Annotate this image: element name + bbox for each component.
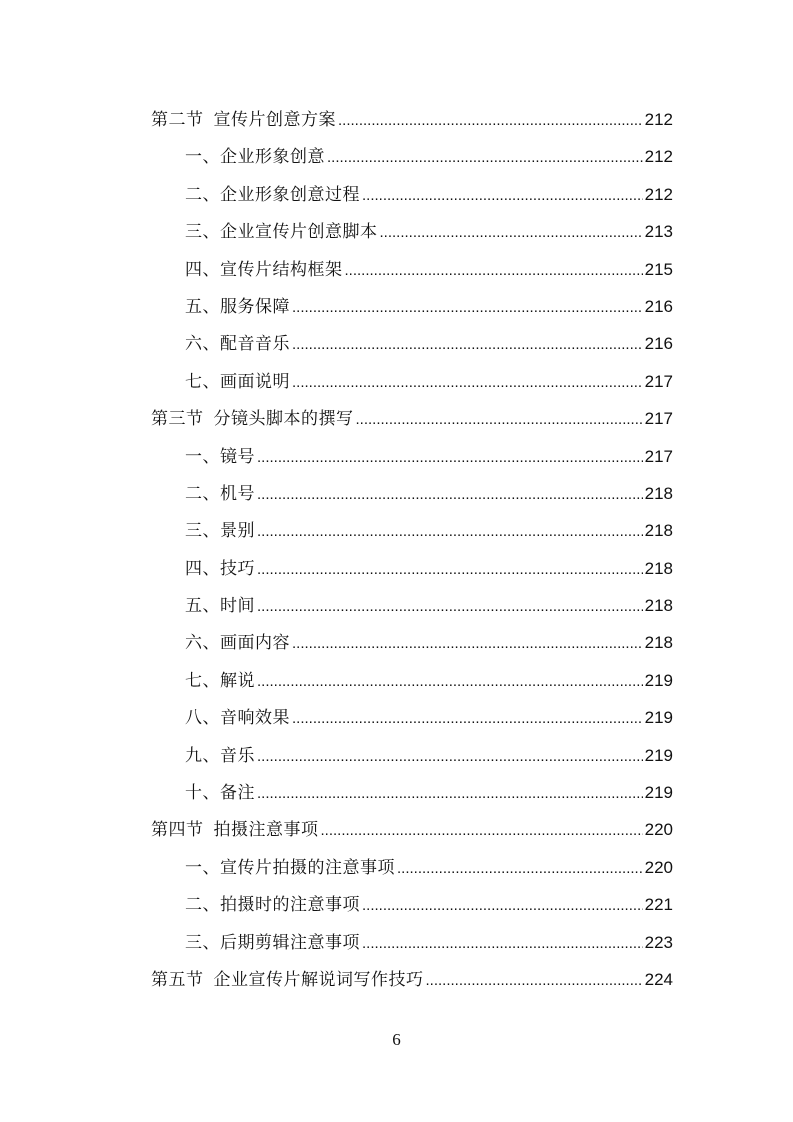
toc-subsection-entry[interactable] <box>151 550 673 587</box>
toc-entry-title <box>185 326 290 363</box>
toc-subsection-entry[interactable] <box>151 924 673 961</box>
toc-entry-page: 223 <box>644 932 673 952</box>
toc-dot-leader <box>362 177 643 214</box>
toc-entry-title <box>185 364 290 401</box>
toc-entry-page: 224 <box>644 969 673 989</box>
toc-entry-text: 拍摄时的注意事项 <box>220 895 360 916</box>
toc-entry-page: 218 <box>644 596 673 616</box>
toc-entry-text: 配音音乐 <box>220 334 290 355</box>
toc-entry-number: 一、 <box>185 446 220 467</box>
toc-subsection-entry[interactable] <box>151 587 673 624</box>
toc-entry-title <box>151 962 424 999</box>
toc-dot-leader <box>292 326 643 363</box>
toc-subsection-entry[interactable] <box>151 662 673 699</box>
toc-subsection-entry[interactable] <box>151 138 673 175</box>
toc-dot-leader <box>356 401 643 438</box>
toc-entry-title <box>185 850 395 887</box>
toc-entry-text: 音响效果 <box>220 708 290 729</box>
toc-entry-title <box>185 289 290 326</box>
toc-section-entry[interactable] <box>151 101 673 138</box>
toc-entry-title <box>185 887 360 924</box>
toc-subsection-entry[interactable] <box>151 886 673 923</box>
toc-dot-leader <box>257 551 643 588</box>
toc-dot-leader <box>345 252 643 289</box>
toc-dot-leader <box>292 364 643 401</box>
toc-subsection-entry[interactable] <box>151 624 673 661</box>
toc-subsection-entry[interactable] <box>151 475 673 512</box>
toc-entry-title <box>151 401 354 438</box>
toc-entry-number: 第三节 <box>151 409 204 430</box>
toc-entry-page: 221 <box>644 895 673 915</box>
toc-dot-leader <box>327 139 643 176</box>
toc-dot-leader <box>292 625 643 662</box>
toc-entry-page: 213 <box>644 222 673 242</box>
toc-entry-page: 220 <box>644 820 673 840</box>
toc-subsection-entry[interactable] <box>151 699 673 736</box>
toc-entry-number: 三、 <box>185 932 220 953</box>
toc-dot-leader <box>426 962 643 999</box>
toc-entry-text: 宣传片创意方案 <box>213 110 336 130</box>
toc-subsection-entry[interactable] <box>151 774 673 811</box>
toc-entry-number: 六、 <box>185 633 220 654</box>
toc-entry-title <box>185 663 255 700</box>
toc-entry-page: 219 <box>644 670 673 690</box>
toc-dot-leader <box>257 775 643 812</box>
toc-entry-page: 218 <box>644 633 673 653</box>
toc-entry-text: 画面说明 <box>220 371 290 392</box>
toc-dot-leader <box>257 738 643 775</box>
toc-entry-page: 215 <box>644 259 673 279</box>
toc-entry-page: 212 <box>644 184 673 204</box>
toc-entry-title <box>185 252 343 289</box>
toc-entry-number: 一、 <box>185 147 220 168</box>
toc-entry-number: 第二节 <box>151 110 204 130</box>
toc-entry-number: 四、 <box>185 558 220 579</box>
toc-entry-number: 八、 <box>185 708 220 729</box>
toc-entry-number: 七、 <box>185 371 220 392</box>
toc-subsection-entry[interactable] <box>151 438 673 475</box>
toc-entry-number: 第五节 <box>151 969 204 990</box>
page-number: 6 <box>392 1030 401 1049</box>
toc-entry-text: 拍摄注意事项 <box>213 820 319 841</box>
toc-entry-text: 企业宣传片解说词写作技巧 <box>213 969 424 990</box>
toc-entry-title <box>185 214 378 251</box>
toc-entry-text: 镜号 <box>220 446 255 467</box>
toc-entry-text: 宣传片结构框架 <box>220 259 343 280</box>
toc-entry-number: 第四节 <box>151 820 204 841</box>
toc-entry-text: 音乐 <box>220 745 255 766</box>
toc-entry-text: 景别 <box>220 521 255 542</box>
toc-entry-number: 三、 <box>185 222 220 243</box>
toc-entry-text: 机号 <box>220 483 255 504</box>
toc-subsection-entry[interactable] <box>151 849 673 886</box>
toc-dot-leader <box>257 513 643 550</box>
toc-entry-title <box>185 177 360 214</box>
toc-entry-page: 219 <box>644 708 673 728</box>
toc-entry-text: 画面内容 <box>220 633 290 654</box>
toc-entry-page: 217 <box>644 446 673 466</box>
toc-entry-text: 宣传片拍摄的注意事项 <box>220 857 395 878</box>
toc-entry-title <box>185 139 325 176</box>
toc-entry-page: 217 <box>644 409 673 429</box>
toc-entry-page: 217 <box>644 371 673 391</box>
toc-subsection-entry[interactable] <box>151 213 673 250</box>
toc-dot-leader <box>292 289 643 326</box>
toc-subsection-entry[interactable] <box>151 288 673 325</box>
toc-entry-text: 后期剪辑注意事项 <box>220 932 360 953</box>
toc-entry-number: 二、 <box>185 184 220 205</box>
toc-entry-text: 企业形象创意 <box>220 147 325 168</box>
toc-subsection-entry[interactable] <box>151 363 673 400</box>
toc-section-entry[interactable] <box>151 961 673 998</box>
toc-dot-leader <box>338 102 643 139</box>
toc-entry-title <box>185 700 290 737</box>
toc-dot-leader <box>397 850 643 887</box>
toc-entry-text: 分镜头脚本的撰写 <box>213 409 354 430</box>
toc-entry-title <box>185 588 255 625</box>
toc-entry-number: 十、 <box>185 783 220 804</box>
toc-entry-number: 六、 <box>185 334 220 355</box>
toc-entry-number: 一、 <box>185 857 220 878</box>
toc-dot-leader <box>292 700 643 737</box>
toc-dot-leader <box>362 887 643 924</box>
toc-entry-text: 企业形象创意过程 <box>220 184 360 205</box>
toc-section-entry[interactable] <box>151 400 673 437</box>
toc-entry-page: 212 <box>644 110 673 129</box>
toc-entry-page: 212 <box>644 147 673 167</box>
toc-entry-title <box>185 625 290 662</box>
toc-dot-leader <box>257 588 643 625</box>
toc-entry-number: 四、 <box>185 259 220 280</box>
toc-entry-page: 219 <box>644 783 673 803</box>
toc-subsection-entry[interactable] <box>151 737 673 774</box>
toc-entry-number: 二、 <box>185 895 220 916</box>
toc-entry-page: 220 <box>644 857 673 877</box>
toc-entry-text: 服务保障 <box>220 296 290 317</box>
toc-subsection-entry[interactable] <box>151 325 673 362</box>
toc-dot-leader <box>321 812 643 849</box>
toc-entry-title <box>185 738 255 775</box>
toc-entry-text: 技巧 <box>220 558 255 579</box>
table-of-contents <box>151 101 673 998</box>
toc-entry-title <box>185 439 255 476</box>
toc-subsection-entry[interactable] <box>151 176 673 213</box>
toc-entry-number: 七、 <box>185 670 220 691</box>
toc-entry-page: 219 <box>644 745 673 765</box>
toc-dot-leader <box>380 214 643 251</box>
toc-entry-number: 五、 <box>185 596 220 617</box>
toc-entry-title <box>185 775 255 812</box>
toc-section-entry[interactable] <box>151 811 673 848</box>
toc-subsection-entry[interactable] <box>151 512 673 549</box>
toc-dot-leader <box>257 476 643 513</box>
toc-entry-number: 九、 <box>185 745 220 766</box>
toc-entry-page: 218 <box>644 558 673 578</box>
toc-entry-title <box>151 812 319 849</box>
toc-entry-number: 二、 <box>185 483 220 504</box>
toc-dot-leader <box>362 925 643 962</box>
toc-subsection-entry[interactable] <box>151 251 673 288</box>
toc-entry-page: 218 <box>644 521 673 541</box>
toc-entry-number: 三、 <box>185 521 220 542</box>
toc-entry-page: 216 <box>644 296 673 316</box>
toc-entry-number: 五、 <box>185 296 220 317</box>
toc-entry-text: 备注 <box>220 783 255 804</box>
toc-entry-page: 218 <box>644 483 673 503</box>
toc-dot-leader <box>257 439 643 476</box>
toc-entry-text: 解说 <box>220 670 255 691</box>
toc-entry-title <box>185 551 255 588</box>
toc-entry-text: 时间 <box>220 596 255 617</box>
toc-entry-title <box>185 476 255 513</box>
toc-entry-title <box>185 925 360 962</box>
toc-entry-title <box>185 513 255 550</box>
toc-entry-text: 企业宣传片创意脚本 <box>220 222 378 243</box>
toc-entry-title <box>151 102 336 139</box>
toc-entry-page: 216 <box>644 334 673 354</box>
toc-dot-leader <box>257 663 643 700</box>
